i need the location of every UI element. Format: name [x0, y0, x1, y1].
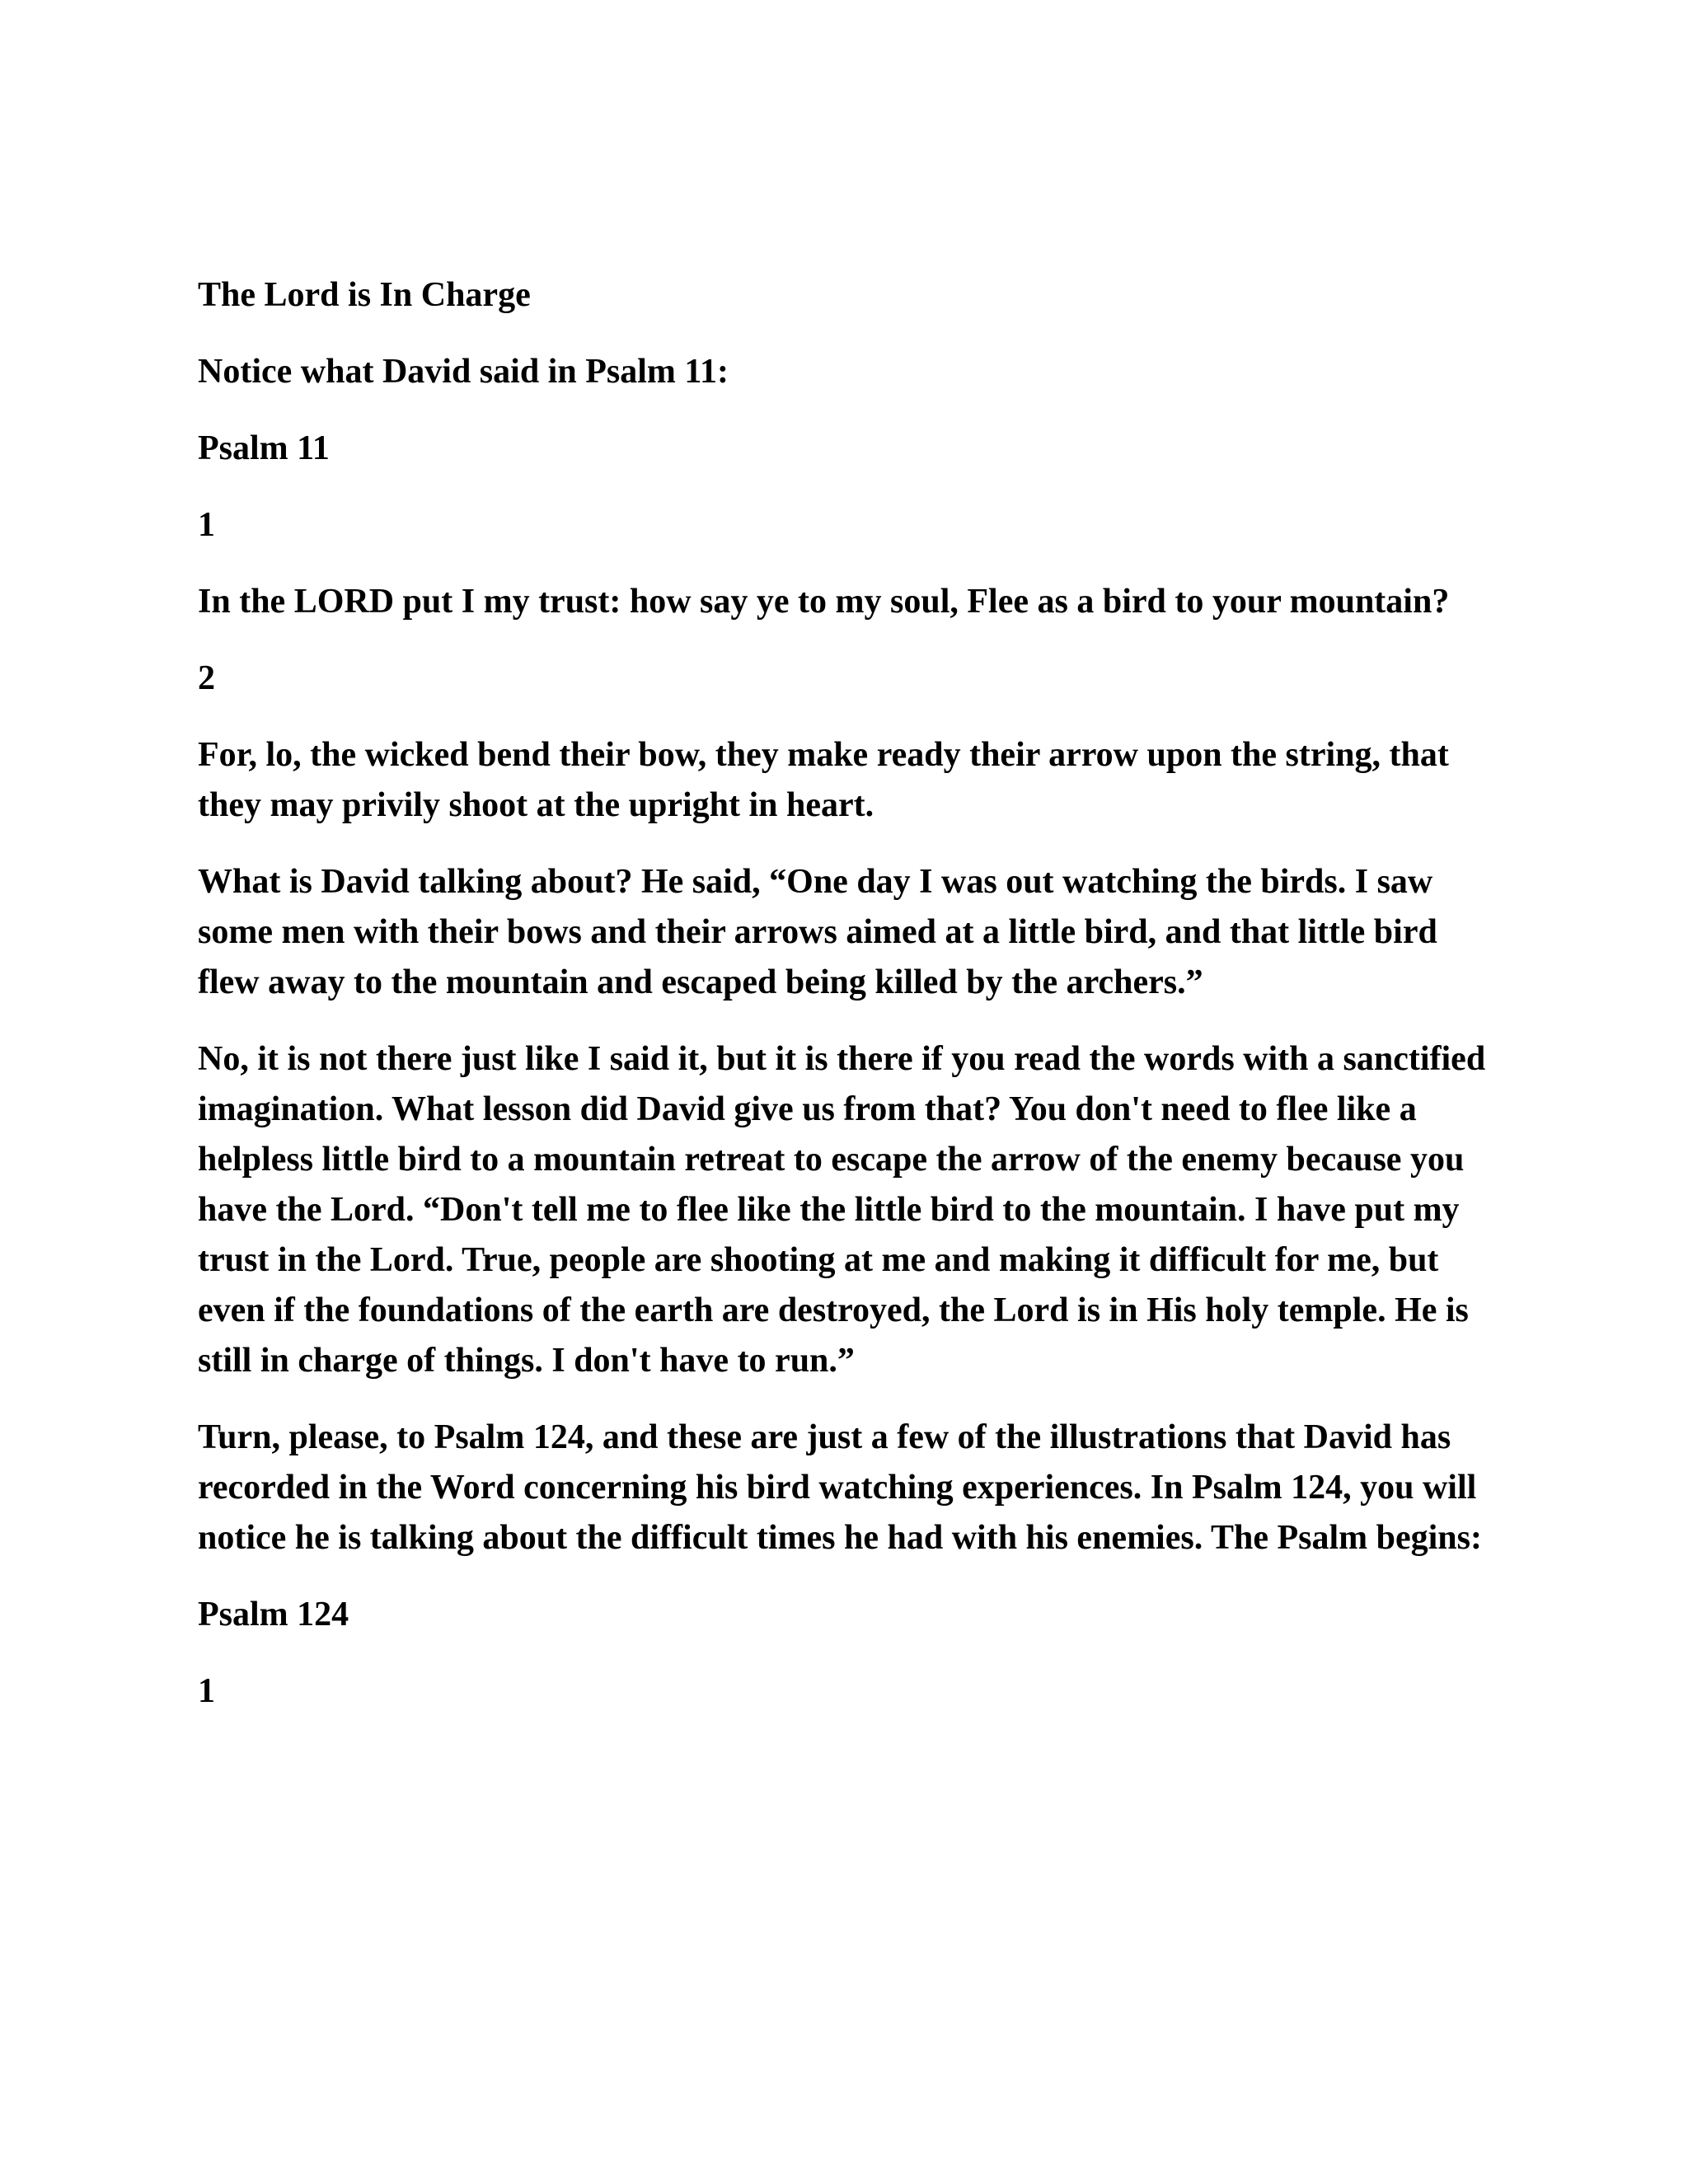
psalm-124-heading: Psalm 124: [198, 1596, 349, 1633]
psalm-124-verse-1-number: 1: [198, 1672, 215, 1710]
verse-1-number: 1: [198, 506, 215, 544]
verse-2-number: 2: [198, 659, 215, 697]
paragraph-sanctified-imagination: No, it is not there just like I said it, but it is there if you read the words with a sanctified imagination. What lesson did David give us from that? You don't need to flee like a helpless little bird to a mountain retreat to escape the arrow of the enemy because you have the Lord. “Don't tell me to flee like the little bird to the mountain. I have put my trust in the Lord. True, people are shooting at me and making it difficult for me, but even if the foundations of the earth are destroyed, the Lord is in His holy temple. He is still in charge of things. I don't have to run.”: [198, 1040, 1486, 1380]
intro-line: Notice what David said in Psalm 11:: [198, 353, 729, 391]
paragraph-david-birds: What is David talking about? He said, “One day I was out watching the birds. I saw some men with their bows and their arrows aimed at a little bird, and that little bird flew away to the mountain and escaped being killed by the archers.”: [198, 863, 1437, 1001]
document-title: The Lord is In Charge: [198, 276, 531, 314]
document-body: [198, 270, 1500, 1743]
paragraph-psalm-124-intro: Turn, please, to Psalm 124, and these are just a few of the illustrations that David has recorded in the Word concerning his bird watching experiences. In Psalm 124, you will notice he is talking about the difficult times he had with his enemies. The Psalm begins:: [198, 1418, 1482, 1557]
verse-1-text: In the LORD put I my trust: how say ye to my soul, Flee as a bird to your mountain?: [198, 583, 1450, 621]
verse-2-text: For, lo, the wicked bend their bow, they make ready their arrow upon the string, that they may privily shoot at the upright in heart.: [198, 736, 1449, 824]
psalm-11-heading: Psalm 11: [198, 429, 330, 467]
